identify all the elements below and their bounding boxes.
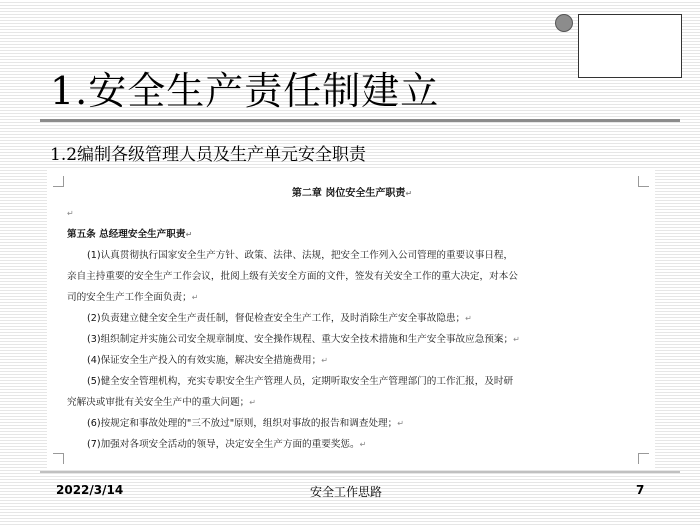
- footer-title: 安全工作思路: [310, 485, 383, 499]
- article-heading: 第五条 总经理安全生产职责↵: [67, 229, 193, 240]
- duty-line: (1)认真贯彻执行国家安全生产方针、政策、法律、法规，把安全工作列入公司管理的重要议事日程，: [87, 250, 514, 261]
- slide-title: 1.安全生产责任制建立: [50, 69, 440, 113]
- duty-line: (7)加强对各项安全活动的领导，决定安全生产方面的重要奖惩。↵: [87, 439, 367, 450]
- duty-line: 亲自主持重要的安全生产工作会议，批阅上级有关安全方面的文件，签发有关安全工作的重大决定，对本公: [67, 271, 518, 282]
- crop-mark: [53, 453, 64, 464]
- duty-line: (6)按规定和事故处理的"三不放过"原则，组织对事故的报告和调查处理；↵: [87, 418, 404, 429]
- crop-mark: [638, 176, 649, 187]
- page-number: 7: [636, 483, 645, 497]
- decorative-circle: [555, 14, 573, 32]
- footer-date: 2022/3/14: [56, 483, 124, 497]
- document-body: [67, 184, 637, 455]
- blank-line: ↵: [67, 209, 74, 218]
- title-underline: [40, 119, 680, 122]
- duty-line: (5)健全安全管理机构，充实专职安全生产管理人员，定期听取安全生产管理部门的工作汇报，及时研: [87, 376, 514, 387]
- duty-line: (3)组织制定并实施公司安全规章制度、安全操作规程、重大安全技术措施和生产安全事故应急预案；↵: [87, 334, 520, 345]
- duty-line: (2)负责建立健全安全生产责任制，督促检查安全生产工作，及时消除生产安全事故隐患；↵: [87, 313, 472, 324]
- decorative-box: [578, 14, 682, 78]
- duty-line: 究解决或审批有关安全生产中的重大问题；↵: [67, 397, 256, 408]
- document-image: [47, 170, 655, 470]
- crop-mark: [53, 176, 64, 187]
- duty-line: 司的安全生产工作全面负责；↵: [67, 292, 199, 303]
- slide-subtitle: 1.2编制各级管理人员及生产单元安全职责: [50, 145, 367, 165]
- chapter-heading: 第二章 岗位安全生产职责↵: [291, 188, 413, 199]
- duty-line: (4)保证安全生产投入的有效实施，解决安全措施费用；↵: [87, 355, 328, 366]
- footer-divider: [40, 471, 680, 473]
- crop-mark: [638, 453, 649, 464]
